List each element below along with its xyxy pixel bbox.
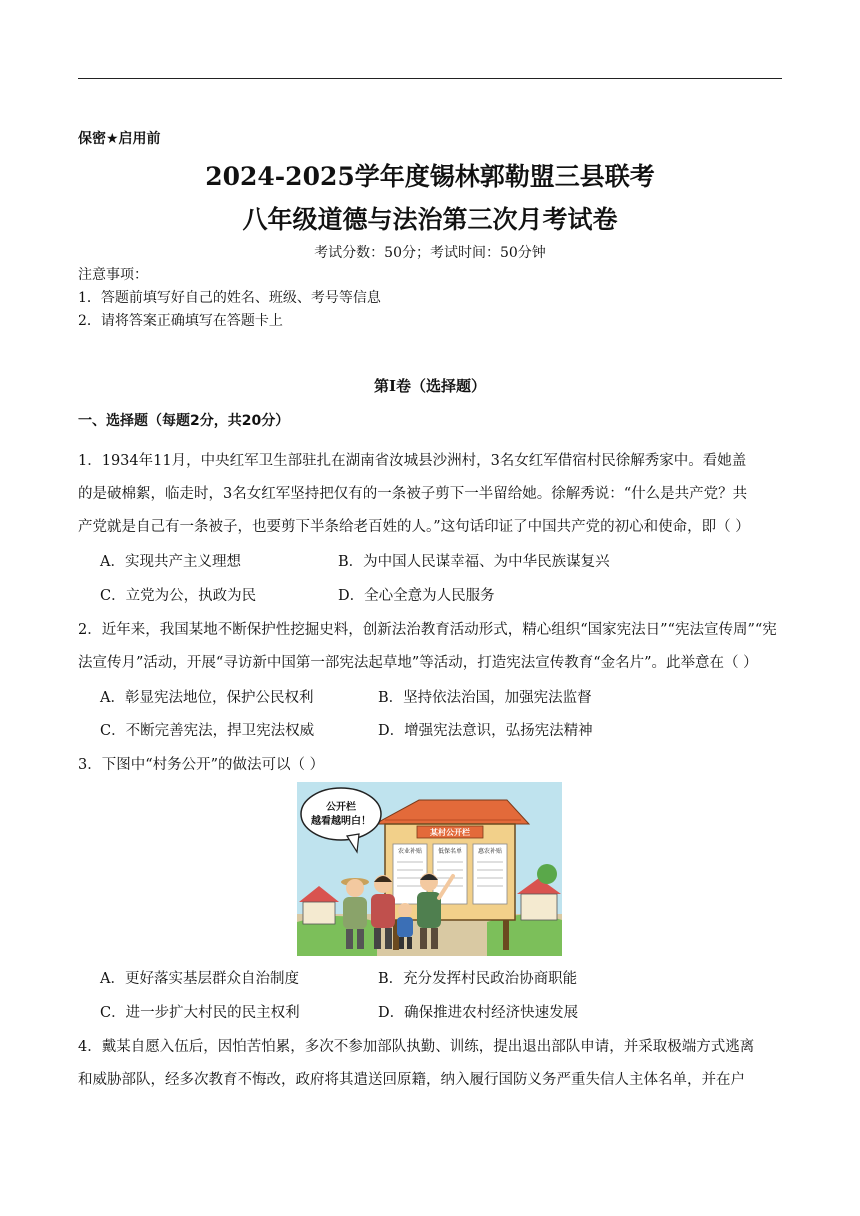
q2-line: 2．近年来，我国某地不断保护性挖掘史料，创新法治教育活动形式，精心组织“国家宪法日”“宪法宣传周”“宪 [78,622,777,638]
board-column-label: 低保名单 [437,848,463,855]
q3-option-d[interactable]: D．确保推进农村经济快速发展 [378,1005,579,1021]
q4-line: 和威胁部队，经多次教育不悔改，政府将其遣送回原籍，纳入履行国防义务严重失信人主体名单，并在户 [78,1072,745,1088]
q2-option-b[interactable]: B．坚持依法治国，加强宪法监督 [378,690,592,706]
notice-item: 2．请将答案正确填写在答题卡上 [78,313,283,329]
q1-line: 1．1934年11月，中央红军卫生部驻扎在湖南省汝城县沙洲村，3名女红军借宿村民徐解秀家中。看她盖 [78,453,747,469]
bubble-text-2: 越看越明白！ [311,816,371,827]
board-column-label: 惠农补贴 [477,848,503,855]
q2-option-a[interactable]: A．彰显宪法地位，保护公民权利 [100,690,314,706]
exam-info: 考试分数：50分；考试时间：50分钟 [314,245,546,261]
q1-option-d[interactable]: D．全心全意为人民服务 [338,588,495,604]
q1-line: 产党就是自己有一条被子，也要剪下半条给老百姓的人。”这句话印证了中国共产党的初心和使命，即（ ） [78,519,750,535]
q3-option-c[interactable]: C．进一步扩大村民的民主权利 [100,1005,300,1021]
q2-line: 法宣传月”活动，开展“寻访新中国第一部宪法起草地”等活动，打造宪法宣传教育“金名片”。此举意在（ ） [78,655,758,671]
q2-option-d[interactable]: D．增强宪法意识，弘扬宪法精神 [378,723,593,739]
q1-option-a[interactable]: A．实现共产主义理想 [100,554,241,570]
confidential-label: 保密★启用前 [78,131,161,147]
q3-line: 3．下图中“村务公开”的做法可以（ ） [78,757,325,773]
q3-option-a[interactable]: A．更好落实基层群众自治制度 [100,971,299,987]
q1-option-c[interactable]: C．立党为公，执政为民 [100,588,257,604]
q3-option-b[interactable]: B．充分发挥村民政治协商职能 [378,971,578,987]
notice-item: 1．答题前填写好自己的姓名、班级、考号等信息 [78,290,381,306]
header-rule [78,78,782,79]
board-column-label: 农业补贴 [397,848,423,855]
village-bulletin-illustration [297,782,562,956]
board-title: 某村公开栏 [430,828,470,837]
q1-line: 的是破棉絮，临走时，3名女红军坚持把仅有的一条被子剪下一半留给她。徐解秀说：“什么是共产党？共 [78,486,748,502]
q2-option-c[interactable]: C．不断完善宪法，捍卫宪法权威 [100,723,315,739]
notice-heading: 注意事项： [78,267,148,283]
q1-option-b[interactable]: B．为中国人民谋幸福、为中华民族谋复兴 [338,554,610,570]
section-title: 一、选择题（每题2分，共20分） [78,413,290,429]
exam-title-line1: 2024-2025学年度锡林郭勒盟三县联考 [205,162,655,191]
bubble-text-1: 公开栏 [326,802,356,813]
q4-line: 4．戴某自愿入伍后，因怕苦怕累，多次不参加部队执勤、训练，提出退出部队申请，并采取极端方式逃离 [78,1039,755,1055]
exam-title-line2: 八年级道德与法治第三次月考试卷 [242,205,618,234]
part-title: 第I卷（选择题） [373,377,487,395]
